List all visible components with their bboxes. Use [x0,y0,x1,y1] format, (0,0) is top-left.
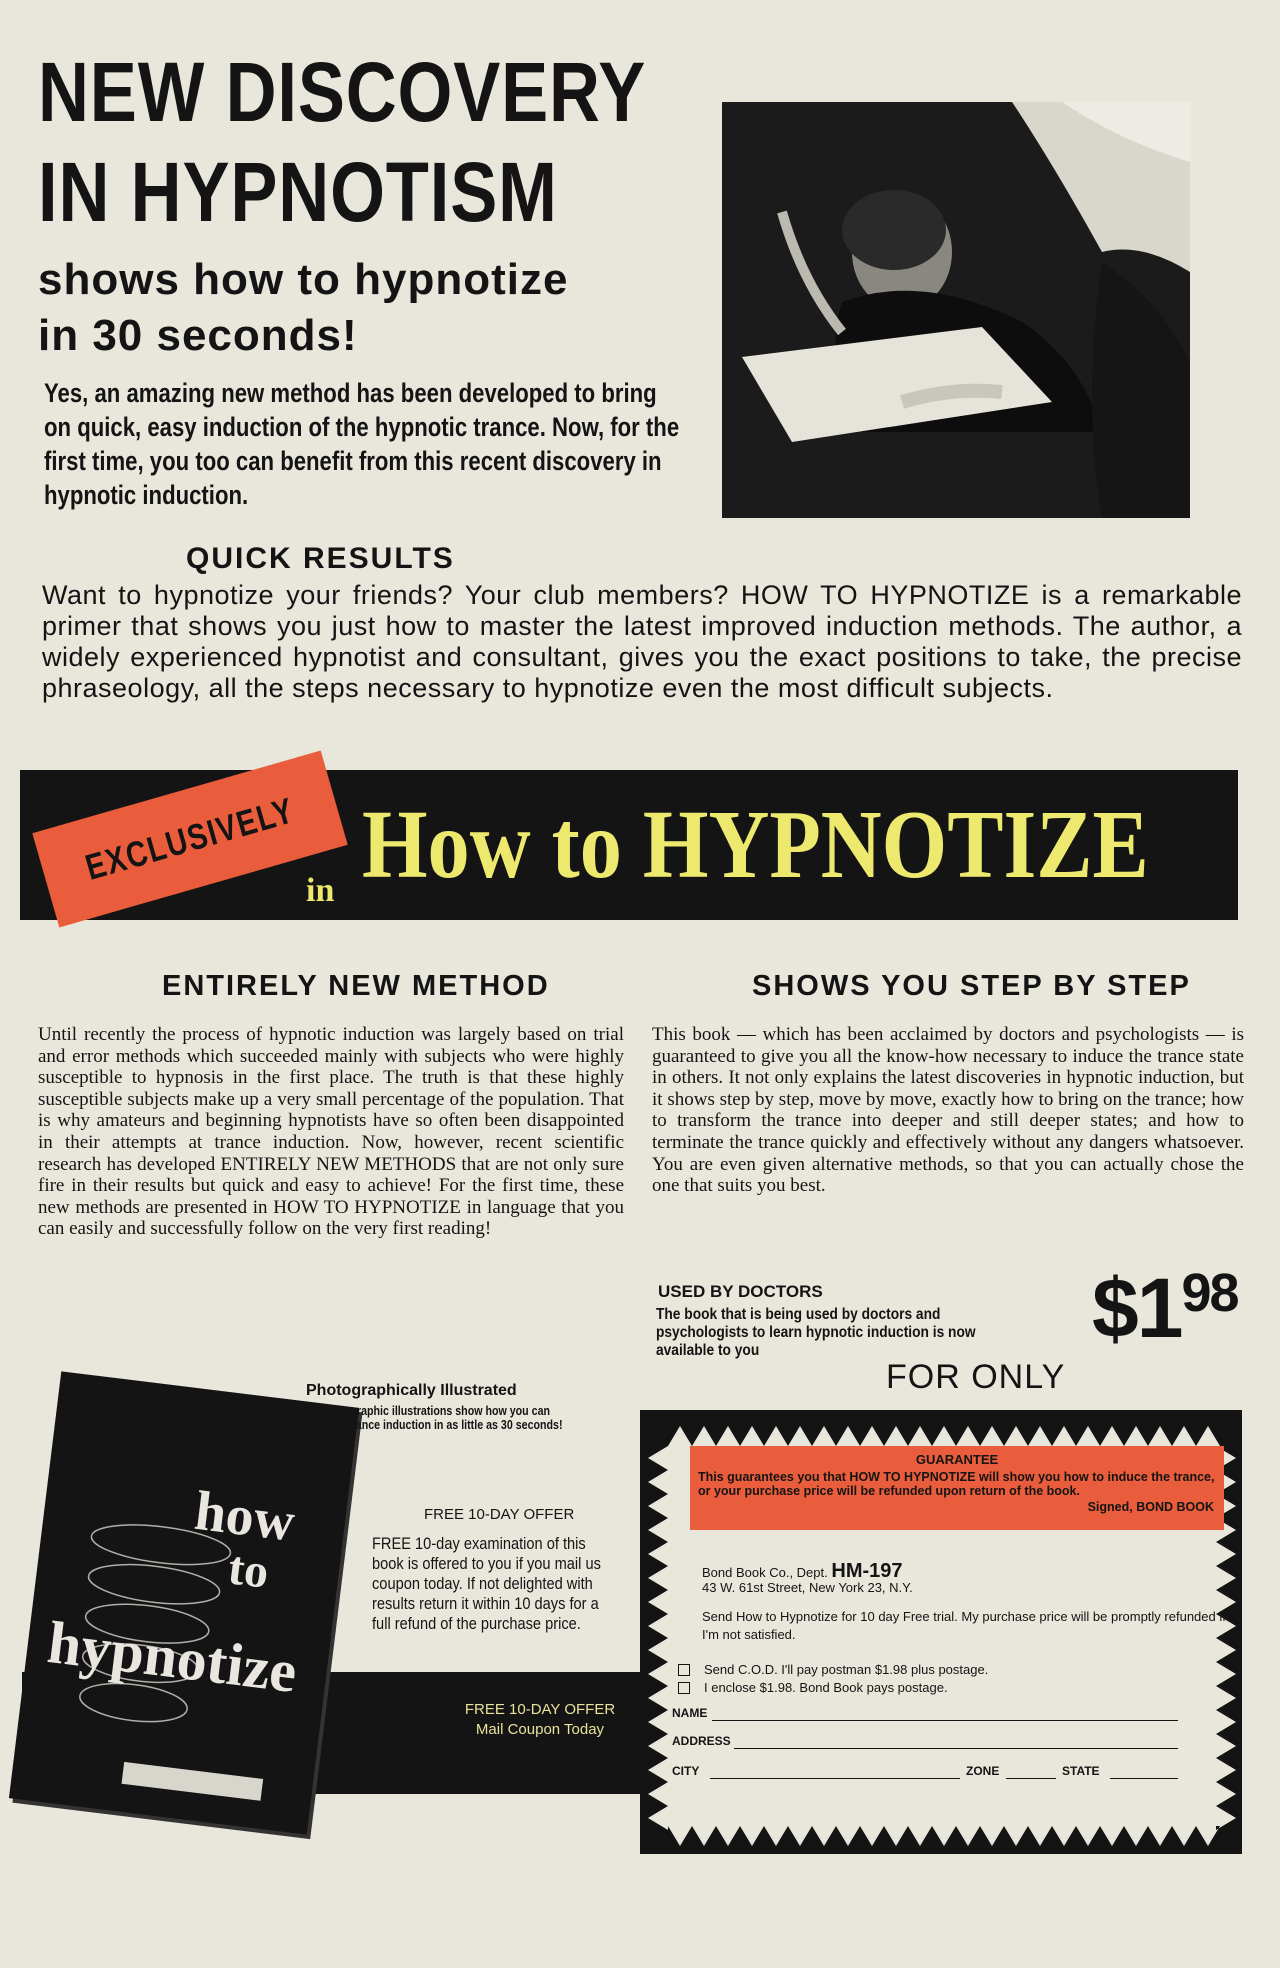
hypnotist-photo [722,102,1190,518]
offer-band-line1: FREE 10-DAY OFFER [464,1701,616,1718]
state-field[interactable] [1110,1778,1178,1779]
address-field[interactable] [734,1748,1178,1749]
state-label: STATE [1062,1764,1100,1778]
entirely-new-method-title: ENTIRELY NEW METHOD [162,970,550,1002]
cod-option-label: Send C.O.D. I'll pay postman $1.98 plus postage. [704,1662,989,1677]
city-label: CITY [672,1764,700,1778]
book-title-line3: hypnotize [44,1608,301,1705]
book-title-line2: to [225,1541,272,1599]
subheadline-line1: shows how to hypnotize [38,255,569,304]
entirely-new-method-body: Until recently the process of hypnotic induction was largely based on trial and error methods which succeeded mainly with subjects who were highly susceptible to hypnosis in the first place. The truth is that these highly susceptible subjects make up a very small percentage of the population. That is why amateurs and beginning hypnotists have so often been disappointed in their attempts at trance induction. Now, however, recent scientific research has developed ENTIRELY NEW METHODS that are not only sure fire in their results but quick and easy to achieve! For the first time, these new methods are presented in HOW TO HYPNOTIZE in language that you can easily and successfully follow on the very first reading! [38,1024,624,1240]
dept-code: HM-197 [831,1560,903,1582]
enclose-option-label: I enclose $1.98. Bond Book pays postage. [704,1680,948,1695]
enclose-checkbox[interactable] [678,1682,690,1694]
city-field[interactable] [710,1778,960,1779]
guarantee-signature: Signed, BOND BOOK [1087,1500,1214,1514]
quick-results-body: Want to hypnotize your friends? Your club members? HOW TO HYPNOTIZE is a remarkable primer that shows you just how to master the latest improved induction methods. The author, a widely experienced hypnotist and consultant, gives you the exact positions to take, the precise phraseology, all the steps necessary to hypnotize even the most difficult subjects. [42,580,1242,703]
offer-band-text [440,1700,640,1740]
address-label: ADDRESS [672,1734,731,1748]
step-by-step-body: This book — which has been acclaimed by doctors and psychologists — is guaranteed to give you all the know-how necessary to induce the trance state in others. It not only explains the latest discoveries in hypnotic induction, but it shows step by step, move by move, exactly how to bring on the trance; how to transform the trance into deeper and still deeper states; and how to terminate the trance quickly and effectively without any dangers whatsoever. You are even given alternative methods, so that you can actually chose the one that suits you best. [652,1024,1244,1197]
price: $\$1^{98}$ [1092,1261,1238,1355]
company-name: Bond Book Co., Dept. [702,1565,828,1580]
free-offer-body: FREE 10-day examination of this book is offered to you if you mail us coupon today. If not delighted with results return it within 10 days for a full refund of the purchase price. [372,1534,601,1633]
headline-line1: NEW DISCOVERY [38,45,647,139]
step-by-step-title: SHOWS YOU STEP BY STEP [752,970,1191,1002]
guarantee-body: This guarantees you that HOW TO HYPNOTIZE will show you how to induce the trance, or your purchase price will be refunded upon return of the book. [698,1470,1215,1498]
book-cover [9,1371,359,1834]
banner-in-word: in [306,872,335,909]
zone-field[interactable] [1006,1778,1056,1779]
subheadline-line2: in 30 seconds! [38,311,358,360]
book-title-line1: how [191,1479,298,1554]
name-field[interactable] [712,1720,1178,1721]
photographically-illustrated-body: 40 photographic illustrations show how you can achieve trance induction in as little as 30 seconds! [306,1403,563,1432]
offer-band-line2: Mail Coupon Today [475,1721,605,1738]
company-address: 43 W. 61st Street, New York 23, N.Y. [702,1580,913,1595]
send-instructions: Send How to Hypnotize for 10 day Free trial. My purchase price will be promptly refunded if I'm not satisfied. [702,1609,1226,1642]
exclusively-text: EXCLUSIVELY [80,789,299,888]
intro-paragraph: Yes, an amazing new method has been developed to bring on quick, easy induction of the hypnotic trance. Now, for the first time, you too can benefit from this recent discovery in hypnotic induction. [44,378,680,510]
headline-line2: IN HYPNOTISM [38,145,558,239]
zone-label: ZONE [966,1764,1000,1778]
guarantee-title: GUARANTEE [915,1452,999,1467]
used-by-doctors-title: USED BY DOCTORS [658,1282,823,1301]
quick-results-title: QUICK RESULTS [186,542,455,575]
cod-checkbox[interactable] [678,1664,690,1676]
name-label: NAME [672,1706,708,1720]
free-offer-title: FREE 10-DAY OFFER [424,1506,575,1523]
used-by-doctors-body: The book that is being used by doctors and psychologists to learn hypnotic induction is now available to you [656,1306,976,1359]
photographically-illustrated-title: Photographically Illustrated [306,1382,517,1399]
banner-title: How to HYPNOTIZE [362,791,1149,899]
for-only-label: FOR ONLY [886,1358,1066,1396]
